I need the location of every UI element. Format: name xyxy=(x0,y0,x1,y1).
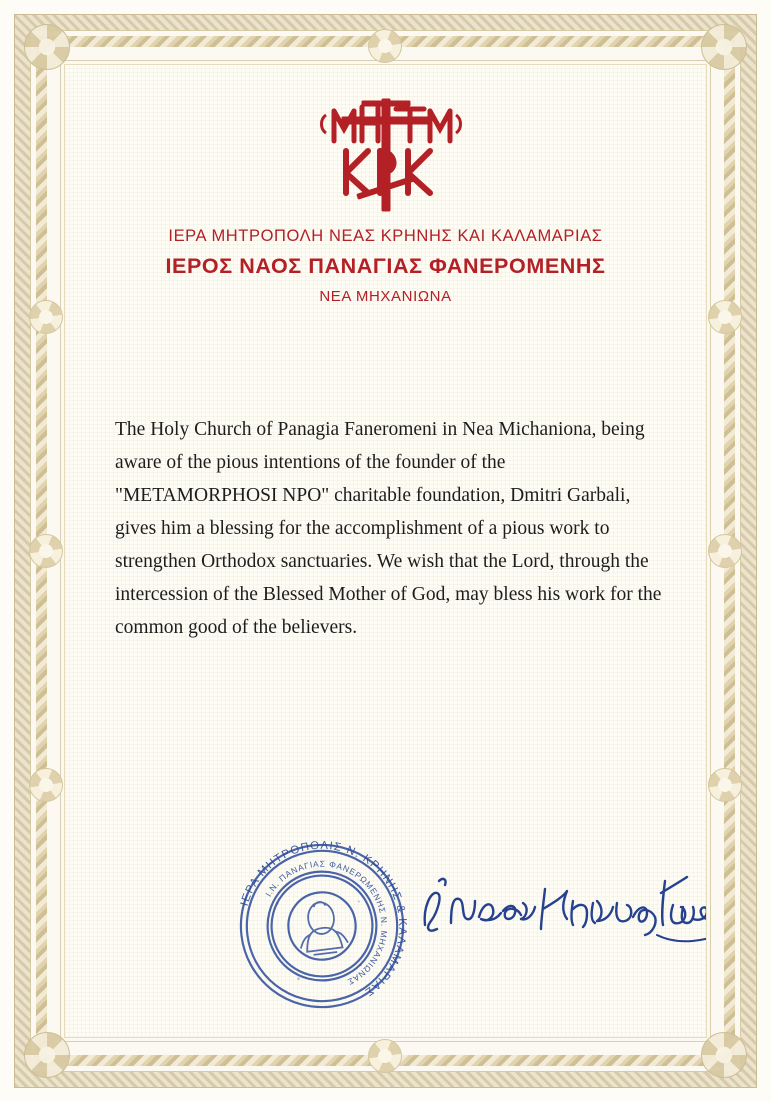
border-medallion-right-upper xyxy=(708,300,742,334)
church-round-stamp xyxy=(223,827,421,1025)
border-medallion-top xyxy=(368,29,402,63)
border-medallion-left-lower xyxy=(29,768,63,802)
svg-text:Ι.Ν. ΠΑΝΑΓΙΑΣ ΦΑΝΕΡΩΜΕΝΗΣ Ν. Μ: Ι.Ν. ΠΑΝΑΓΙΑΣ ΦΑΝΕΡΩΜΕΝΗΣ Ν. ΜΗΧΑΝΙΩΝΑΣ xyxy=(263,858,390,988)
orthodox-cross-monogram-emblem xyxy=(296,89,476,217)
metropolis-title: ΙΕΡΑ ΜΗΤΡΟΠΟΛΗ ΝΕΑΣ ΚΡΗΝΗΣ ΚΑΙ ΚΑΛΑΜΑΡΙΑΣ xyxy=(168,227,603,245)
corner-rosette-bottom-left xyxy=(24,1032,70,1078)
corner-rosette-bottom-right xyxy=(701,1032,747,1078)
border-medallion-bottom xyxy=(368,1039,402,1073)
seal-and-signature-area xyxy=(65,835,706,1035)
border-medallion-right-lower xyxy=(708,768,742,802)
city-subtitle: ΝΕΑ ΜΗΧΑΝΙΩΝΑ xyxy=(319,288,452,305)
document-header xyxy=(65,65,706,305)
svg-text:ΙΕΡΑ ΜΗΤΡΟΠΟΛΙΣ Ν. ΚΡΗΝΗΣ & ΚΑ: ΙΕΡΑ ΜΗΤΡΟΠΟΛΙΣ Ν. ΚΡΗΝΗΣ & ΚΑΛΑΜΑΡΙΑΣ xyxy=(238,839,409,999)
blessing-body-text: The Holy Church of Panagia Faneromeni in Nea Michaniona, being aware of the pious intentions of the founder of the "METAMORPHOSI NPO" charitable foundation, Dmitri Garbali, gives him a blessing for the accomplishment of a pious work to strengthen Orthodox sanctuaries. We wish that the Lord, through the intercession of the Blessed Mother of God, may bless his work for the common good of the believers. xyxy=(115,419,662,638)
border-medallion-right-middle xyxy=(708,534,742,568)
corner-rosette-top-right xyxy=(701,24,747,70)
handwritten-signature xyxy=(417,863,706,953)
corner-rosette-top-left xyxy=(24,24,70,70)
border-medallion-left-middle xyxy=(29,534,63,568)
document-paper-surface xyxy=(65,65,706,1037)
border-medallion-left-upper xyxy=(29,300,63,334)
church-title: ΙΕΡΟΣ ΝΑΟΣ ΠΑΝΑΓΙΑΣ ΦΑΝΕΡΟΜΕΝΗΣ xyxy=(165,254,606,278)
